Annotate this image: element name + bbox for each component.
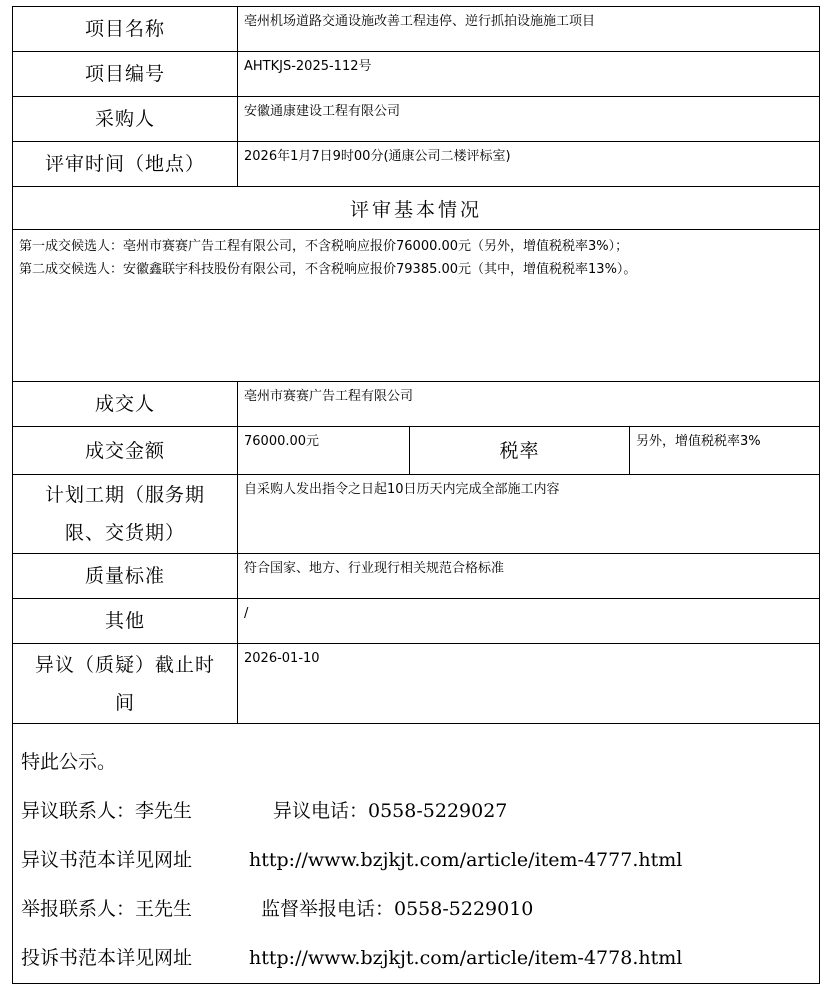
report-contact: 举报联系人：王先生: [21, 898, 193, 920]
period-label-line2: 限、交货期）: [64, 522, 185, 544]
complaint-template-label: 投诉书范本详见网址: [21, 947, 193, 969]
objection-phone: 异议电话：0558-5229027: [273, 800, 508, 822]
row-project-name: [13, 7, 820, 52]
amount-label: 成交金额: [13, 427, 238, 475]
review-section-title: 评审基本情况: [13, 187, 820, 230]
objection-template-label: 异议书范本详见网址: [21, 849, 193, 871]
row-review-section: [13, 187, 820, 230]
objection-contact-line: [21, 787, 811, 836]
row-notice: [13, 724, 820, 984]
complaint-template-line: [21, 934, 811, 983]
objection-deadline-label: [13, 644, 238, 724]
complaint-template-url[interactable]: http://www.bzjkjt.com/article/item-4778.html: [249, 947, 683, 969]
period-label: [13, 475, 238, 554]
project-name-value: 亳州机场道路交通设施改善工程违停、逆行抓拍设施施工项目: [238, 7, 820, 52]
project-no-value: AHTKJS-2025-112号: [238, 52, 820, 97]
row-winner: [13, 382, 820, 427]
project-name-label: 项目名称: [13, 7, 238, 52]
row-quality: [13, 554, 820, 599]
row-review-time: [13, 142, 820, 187]
winner-label: 成交人: [13, 382, 238, 427]
objection-template-url[interactable]: http://www.bzjkjt.com/article/item-4777.html: [249, 849, 683, 871]
first-candidate: 第一成交候选人：亳州市赛赛广告工程有限公司，不含税响应报价76000.00元（另外，增值税税率3%）；: [19, 239, 629, 254]
row-project-no: [13, 52, 820, 97]
project-no-label: 项目编号: [13, 52, 238, 97]
review-time-label: 评审时间（地点）: [13, 142, 238, 187]
row-review-summary: [13, 230, 820, 382]
quality-value: 符合国家、地方、行业现行相关规范合格标准: [238, 554, 820, 599]
other-value: /: [238, 599, 820, 644]
announce-line: 特此公示。: [21, 751, 117, 773]
amount-value: 76000.00元: [238, 427, 410, 475]
announcement-table: [12, 6, 820, 984]
report-phone: 监督举报电话：0558-5229010: [261, 898, 534, 920]
review-time-value: 2026年1月7日9时00分(通康公司二楼评标室): [238, 142, 820, 187]
row-other: [13, 599, 820, 644]
purchaser-label: 采购人: [13, 97, 238, 142]
tax-value: 另外，增值税税率3%: [630, 427, 820, 475]
quality-label: 质量标准: [13, 554, 238, 599]
objection-deadline-label-line1: 异议（质疑）截止时: [34, 653, 215, 676]
row-objection-deadline: [13, 644, 820, 724]
objection-template-line: [21, 836, 811, 885]
period-value: 自采购人发出指令之日起10日历天内完成全部施工内容: [238, 475, 820, 554]
row-period: [13, 475, 820, 554]
report-contact-line: [21, 885, 811, 934]
notice-block: [13, 724, 820, 984]
objection-contact: 异议联系人：李先生: [21, 800, 193, 822]
objection-deadline-value: 2026-01-10: [238, 644, 820, 724]
winner-value: 亳州市赛赛广告工程有限公司: [238, 382, 820, 427]
other-label: 其他: [13, 599, 238, 644]
period-label-line1: 计划工期（服务期: [44, 484, 205, 506]
tax-label: 税率: [410, 427, 630, 475]
second-candidate: 第二成交候选人：安徽鑫联宇科技股份有限公司，不含税响应报价79385.00元（其中，增值税税率13%）。: [19, 262, 637, 277]
objection-deadline-label-line2: 间: [114, 691, 135, 714]
review-summary: [13, 230, 820, 382]
purchaser-value: 安徽通康建设工程有限公司: [238, 97, 820, 142]
row-amount: [13, 427, 820, 475]
row-purchaser: [13, 97, 820, 142]
